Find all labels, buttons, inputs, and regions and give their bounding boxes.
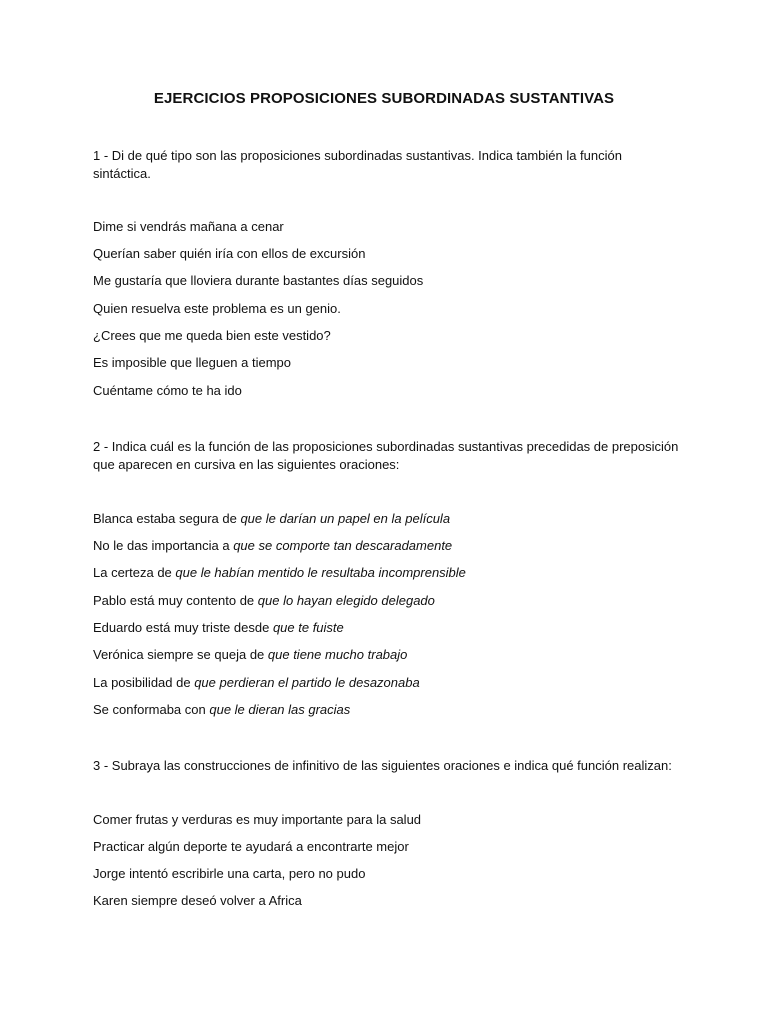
exercise-2-item (93, 702, 350, 717)
sentence-italic-clause: que le habían mentido le resultaba incomprensible (175, 565, 466, 580)
sentence-italic-clause: que lo hayan elegido delegado (257, 593, 435, 608)
exercise-1-item: Dime si vendrás mañana a cenar (93, 219, 284, 234)
exercise-2-item (93, 620, 344, 635)
exercise-3-item: Karen siempre deseó volver a Africa (93, 893, 302, 908)
sentence-main-clause: Verónica siempre se queja de (93, 647, 268, 662)
sentence-italic-clause: que se comporte tan descaradamente (233, 538, 453, 553)
exercise-1-item: Cuéntame cómo te ha ido (93, 383, 242, 398)
exercise-1-prompt: 1 - Di de qué tipo son las proposiciones subordinadas sustantivas. Indica también la función sintáctica. (93, 148, 622, 181)
sentence-main-clause: Se conformaba con (93, 702, 210, 717)
exercise-3-item: Practicar algún deporte te ayudará a encontrarte mejor (93, 839, 409, 854)
exercise-1-item: Querían saber quién iría con ellos de excursión (93, 246, 366, 261)
sentence-italic-clause: que perdieran el partido le desazonaba (194, 675, 420, 690)
exercise-1-item: ¿Crees que me queda bien este vestido? (93, 328, 331, 343)
exercise-3-item: Jorge intentó escribirle una carta, pero no pudo (93, 866, 366, 881)
sentence-main-clause: Eduardo está muy triste desde (93, 620, 273, 635)
exercise-2-item (93, 511, 450, 526)
page-title: EJERCICIOS PROPOSICIONES SUBORDINADAS SUSTANTIVAS (153, 90, 615, 107)
exercise-2-item (93, 593, 435, 608)
sentence-main-clause: Pablo está muy contento de (93, 593, 258, 608)
exercise-2-item (93, 647, 407, 662)
exercise-2-item (93, 565, 466, 580)
exercise-2-item (93, 675, 420, 690)
exercise-2-item (93, 538, 452, 553)
exercise-3-item: Comer frutas y verduras es muy importante para la salud (93, 812, 422, 827)
exercise-3-prompt: 3 - Subraya las construcciones de infinitivo de las siguientes oraciones e indica qué función realizan: (93, 758, 672, 773)
sentence-italic-clause: que le dieran las gracias (209, 702, 351, 717)
sentence-main-clause: Blanca estaba segura de (93, 511, 241, 526)
sentence-italic-clause: que te fuiste (272, 620, 344, 635)
exercise-1-item: Quien resuelva este problema es un genio. (93, 301, 341, 316)
exercise-1-item: Me gustaría que lloviera durante bastantes días seguidos (93, 273, 424, 288)
exercise-2-prompt: 2 - Indica cuál es la función de las proposiciones subordinadas sustantivas precedidas de preposición que aparecen en cursiva en las siguientes oraciones: (93, 439, 679, 472)
sentence-italic-clause: que tiene mucho trabajo (267, 647, 408, 662)
sentence-main-clause: La certeza de (93, 565, 176, 580)
sentence-italic-clause: que le darían un papel en la película (240, 511, 451, 526)
exercise-1-item: Es imposible que lleguen a tiempo (93, 355, 292, 370)
sentence-main-clause: No le das importancia a (93, 538, 234, 553)
sentence-main-clause: La posibilidad de (93, 675, 195, 690)
